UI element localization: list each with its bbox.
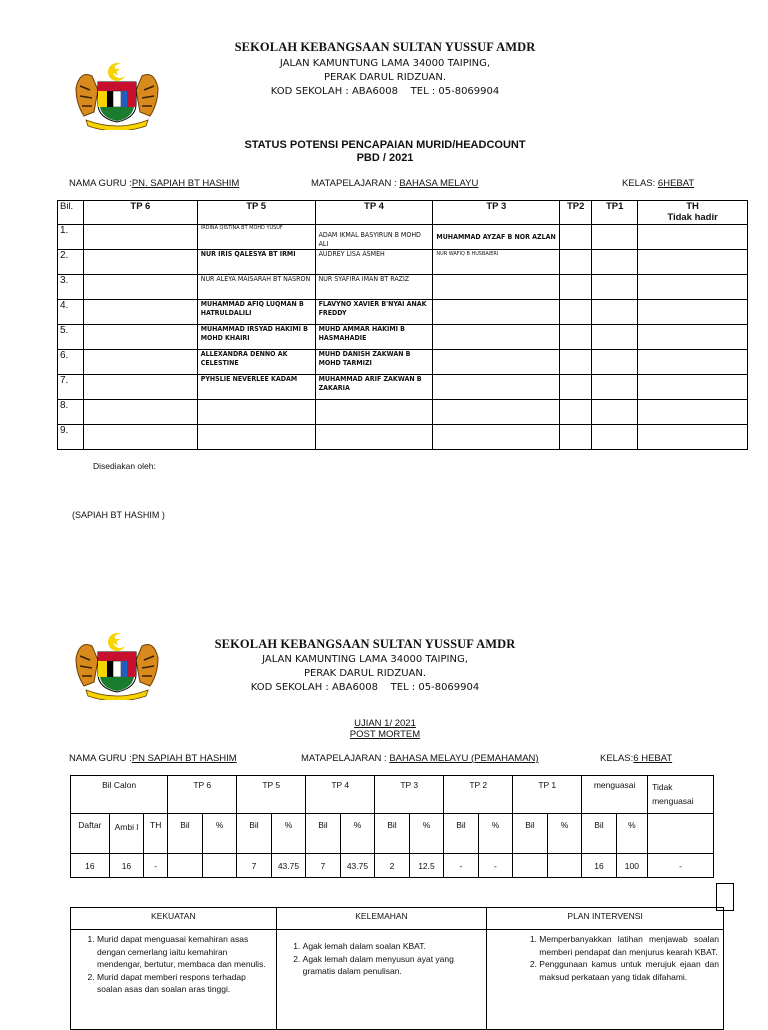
cell-tp3 (433, 375, 560, 400)
cell-tp1 (592, 300, 638, 325)
school-code-tel: KOD SEKOLAH : ABA6008 TEL : 05-8069904 (270, 86, 500, 97)
sub-header-cell: % (340, 814, 375, 854)
cell-tp2 (560, 225, 592, 250)
school-code-tel-2: KOD SEKOLAH : ABA6008 TEL : 05-8069904 (250, 682, 480, 693)
class-field (622, 178, 694, 189)
header-kekuatan: KEKUATAN (71, 908, 277, 930)
teacher-name-2: PN SAPIAH BT HASHIM (131, 753, 237, 764)
sub-header-cell: Ambi l (109, 814, 144, 854)
value-cell: 7 (306, 854, 341, 878)
cell-tp2 (560, 250, 592, 275)
sub-header-cell: % (616, 814, 647, 854)
header-tp5: TP 5 (237, 776, 306, 814)
cell-th (638, 225, 748, 250)
cell-tp5 (197, 400, 315, 425)
list-item: 1. Memperbanyakkan latihan menjawab soalan memberi pendapat dan menjurus kearah KBAT. (539, 933, 719, 958)
header-th-sub: Tidak hadir (667, 212, 718, 223)
table-row (58, 300, 748, 325)
table-row (58, 350, 748, 375)
header-tp6: TP 6 (168, 776, 237, 814)
cell-tp1 (592, 425, 638, 450)
table-row (58, 375, 748, 400)
cell-tp1 (592, 225, 638, 250)
row-number: 6. (58, 350, 84, 375)
cell-tp6 (83, 275, 197, 300)
cell-th (638, 400, 748, 425)
value-cell: 16 (109, 854, 144, 878)
cell-th (638, 350, 748, 375)
group-header-row (71, 776, 714, 814)
table-row (58, 400, 748, 425)
header-menguasai: menguasai (582, 776, 648, 814)
header-bil: Bil. (58, 201, 84, 225)
table-row (58, 250, 748, 275)
header-tp3: TP 3 (433, 201, 560, 225)
analysis-table (70, 907, 724, 1030)
cell-tp5 (197, 425, 315, 450)
cell-tp5: MUHAMMAD IRSYAD HAKIMI B MOHD KHAIRI (197, 325, 315, 350)
list-item: 1. Agak lemah dalam soalan KBAT. (303, 940, 479, 953)
cell-tp2 (560, 300, 592, 325)
subject-name: BAHASA MELAYU (399, 178, 479, 189)
cell-tp4 (315, 425, 433, 450)
school-address-line-2-2: PERAK DARUL RIDZUAN. (303, 668, 427, 679)
value-cell (513, 854, 548, 878)
header-kelemahan: KELEMAHAN (276, 908, 487, 930)
list-item: 2. Murid dapat memberi respons terhadap soalan asas dan soalan aras tinggi. (97, 971, 268, 996)
cell-tp5: MUHAMMAD AFIQ LUQMAN B HATRULDALILI (197, 300, 315, 325)
cell-tp3 (433, 400, 560, 425)
list-item: 2. Penggunaan kamus untuk merujuk ejaan dan maksud perkataan yang tidak difahami. (539, 958, 719, 983)
row-number: 4. (58, 300, 84, 325)
prepared-by-label: Disediakan oleh: (93, 461, 156, 471)
report-title: STATUS POTENSI PENCAPAIAN MURID/HEADCOUNT (244, 139, 526, 151)
class-name: 6HEBAT (657, 178, 695, 189)
cell-tp4: FLAVYNO XAVIER B'NYAI ANAK FREDDY (315, 300, 433, 325)
subject-field-2 (301, 753, 539, 764)
list-item: 1. Murid dapat menguasai kemahiran asas dengan cemerlang iaitu kemahiran mendengar, bertutur, membaca dan menulis. (97, 933, 268, 971)
sub-header-cell: Bil (168, 814, 203, 854)
row-number: 9. (58, 425, 84, 450)
table-row (58, 275, 748, 300)
cell-tp1 (592, 375, 638, 400)
header-tidak-menguasai: Tidak menguasai (648, 776, 714, 814)
header-tp4: TP 4 (315, 201, 433, 225)
value-cell: 7 (237, 854, 272, 878)
cell-th (638, 300, 748, 325)
plan-intervensi-cell (487, 930, 724, 1030)
cell-tp4 (315, 225, 433, 250)
kekuatan-cell (71, 930, 277, 1030)
cell-tp2 (560, 400, 592, 425)
cell-tp6 (83, 325, 197, 350)
row-number: 7. (58, 375, 84, 400)
sub-header-cell: % (271, 814, 306, 854)
sub-header-cell: Bil (513, 814, 548, 854)
school-address-line-1: JALAN KAMUNTUNG LAMA 34000 TAIPING, (279, 58, 491, 69)
cell-tp3-text: MUHAMMAD AYZAF B NOR AZLAN (436, 232, 556, 241)
value-cell (547, 854, 582, 878)
cell-th (638, 425, 748, 450)
cell-tp2 (560, 325, 592, 350)
cell-tp4: NUR SYAFIRA IMAN BT RAZIZ (315, 275, 433, 300)
sub-header-cell: TH (144, 814, 168, 854)
school-address-line-1-2: JALAN KAMUNTING LAMA 34000 TAIPING, (262, 654, 468, 665)
value-cell: - (444, 854, 479, 878)
cell-tp6 (83, 350, 197, 375)
cell-tp6 (83, 425, 197, 450)
header-plan-intervensi: PLAN INTERVENSI (487, 908, 724, 930)
exam-subtitle: POST MORTEM (349, 729, 421, 740)
cell-tp1 (592, 250, 638, 275)
cell-tp5: IRDINA QISTINA BT MOHD YUSUF (197, 225, 315, 250)
school-name: SEKOLAH KEBANGSAAN SULTAN YUSSUF AMDR (234, 40, 536, 54)
cell-tp6 (83, 225, 197, 250)
header-tp1: TP 1 (513, 776, 582, 814)
cell-tp1 (592, 350, 638, 375)
value-cell: - (478, 854, 513, 878)
header-tp4: TP 4 (306, 776, 375, 814)
sub-header-cell: Bil (237, 814, 272, 854)
row-number: 5. (58, 325, 84, 350)
cell-tp2 (560, 425, 592, 450)
subject-label: MATAPELAJARAN : (311, 178, 397, 189)
row-number: 1. (58, 225, 84, 250)
sub-header-cell: Bil (375, 814, 410, 854)
header-th (638, 201, 748, 225)
cell-tp3 (433, 225, 560, 250)
value-cell: 100 (616, 854, 647, 878)
sub-header-cell: % (478, 814, 513, 854)
plan-list (517, 933, 719, 983)
exam-title: UJIAN 1/ 2021 (354, 718, 416, 729)
subject-label-2: MATAPELAJARAN : (301, 753, 390, 764)
header-tp2: TP 2 (444, 776, 513, 814)
value-cell (202, 854, 237, 878)
value-cell: - (648, 854, 714, 878)
cell-tp5: NUR IRIS QALESYA BT IRMI (197, 250, 315, 275)
sub-header-row (71, 814, 714, 854)
cell-tp4: MUHAMMAD ARIF ZAKWAN B ZAKARIA (315, 375, 433, 400)
class-field-2 (600, 753, 672, 764)
cell-tp4: MUHD DANISH ZAKWAN B MOHD TARMIZI (315, 350, 433, 375)
cell-tp1 (592, 325, 638, 350)
cell-tp5: ALLEXANDRA DENNO AK CELESTINE (197, 350, 315, 375)
header-tp5: TP 5 (197, 201, 315, 225)
cell-tp6 (83, 375, 197, 400)
cell-tp4 (315, 400, 433, 425)
row-number: 8. (58, 400, 84, 425)
teacher-field-2 (69, 753, 237, 764)
header-bil-calon: Bil Calon (71, 776, 168, 814)
sub-header-cell (648, 814, 714, 854)
table-row (58, 325, 748, 350)
cell-tp3 (433, 300, 560, 325)
teacher-label: NAMA GURU : (69, 178, 132, 189)
value-cell: 12.5 (409, 854, 444, 878)
report-year: PBD / 2021 (356, 152, 414, 164)
cell-tp3 (433, 325, 560, 350)
school-crest-2 (72, 630, 162, 700)
header-th-label: TH (686, 201, 699, 212)
class-name-2: 6 HEBAT (633, 753, 673, 764)
values-row (71, 854, 714, 878)
school-crest-1 (72, 60, 162, 130)
school-address-line-2: PERAK DARUL RIDZUAN. (323, 72, 447, 83)
value-cell: 16 (582, 854, 617, 878)
sub-header-cell: Bil (306, 814, 341, 854)
cell-tp6 (83, 300, 197, 325)
cell-tp3 (433, 425, 560, 450)
sub-header-cell: Bil (444, 814, 479, 854)
kelemahan-cell (276, 930, 487, 1030)
cell-th (638, 250, 748, 275)
value-cell: 43.75 (340, 854, 375, 878)
sub-header-cell: % (409, 814, 444, 854)
cell-tp5: NUR ALEYA MAISARAH BT NASRON (197, 275, 315, 300)
cell-tp3 (433, 275, 560, 300)
cell-th (638, 325, 748, 350)
row-number: 3. (58, 275, 84, 300)
cell-tp4: AUDREY LISA ASMEH (315, 250, 433, 275)
header-tp1: TP1 (592, 201, 638, 225)
list-item: 2. Agak lemah dalam menyusun ayat yang gramatis dalam penulisan. (303, 953, 479, 978)
value-cell: 2 (375, 854, 410, 878)
header-tp3: TP 3 (375, 776, 444, 814)
table-header-row (58, 201, 748, 225)
subject-name-2: BAHASA MELAYU (PEMAHAMAN) (389, 753, 539, 764)
school-name-2: SEKOLAH KEBANGSAAN SULTAN YUSSUF AMDR (214, 637, 516, 651)
value-cell: - (144, 854, 168, 878)
value-cell (168, 854, 203, 878)
teacher-name: PN. SAPIAH BT HASHIM (131, 178, 240, 189)
cell-tp6 (83, 400, 197, 425)
cell-tp5: PYHSLIE NEVERLEE KADAM (197, 375, 315, 400)
cell-tp3: NUR WAFIQ B HUSBAIERI (433, 250, 560, 275)
cell-tp1 (592, 400, 638, 425)
row-number: 2. (58, 250, 84, 275)
teacher-label-2: NAMA GURU : (69, 753, 132, 764)
value-cell: 43.75 (271, 854, 306, 878)
kelemahan-list (281, 940, 479, 978)
class-label: KELAS: (622, 178, 658, 189)
header-tp2: TP2 (560, 201, 592, 225)
teacher-field (69, 178, 239, 189)
cell-tp1 (592, 275, 638, 300)
sub-header-cell: Daftar (71, 814, 110, 854)
cell-tp4-text: ADAM IKMAL BASYIRUN B MOHD ALI (318, 231, 421, 248)
cell-tp2 (560, 275, 592, 300)
subject-field (311, 178, 478, 189)
value-cell: 16 (71, 854, 110, 878)
class-label-2: KELAS: (600, 753, 634, 764)
analysis-header-row (71, 908, 724, 930)
post-mortem-table (70, 775, 714, 878)
sub-header-cell: % (547, 814, 582, 854)
cell-tp6 (83, 250, 197, 275)
cell-tp4: MUHD AMMAR HAKIMI B HASMAHADIE (315, 325, 433, 350)
sub-header-cell: Bil (582, 814, 617, 854)
cell-tp3 (433, 350, 560, 375)
sub-header-cell: % (202, 814, 237, 854)
cell-tp2 (560, 350, 592, 375)
signature-name: (SAPIAH BT HASHIM ) (72, 510, 165, 520)
table-row (58, 425, 748, 450)
cell-tp2 (560, 375, 592, 400)
cell-th (638, 375, 748, 400)
kekuatan-list (75, 933, 268, 996)
headcount-table (57, 200, 748, 450)
table-row (58, 225, 748, 250)
analysis-content-row (71, 930, 724, 1030)
cell-th (638, 275, 748, 300)
header-tp6: TP 6 (83, 201, 197, 225)
